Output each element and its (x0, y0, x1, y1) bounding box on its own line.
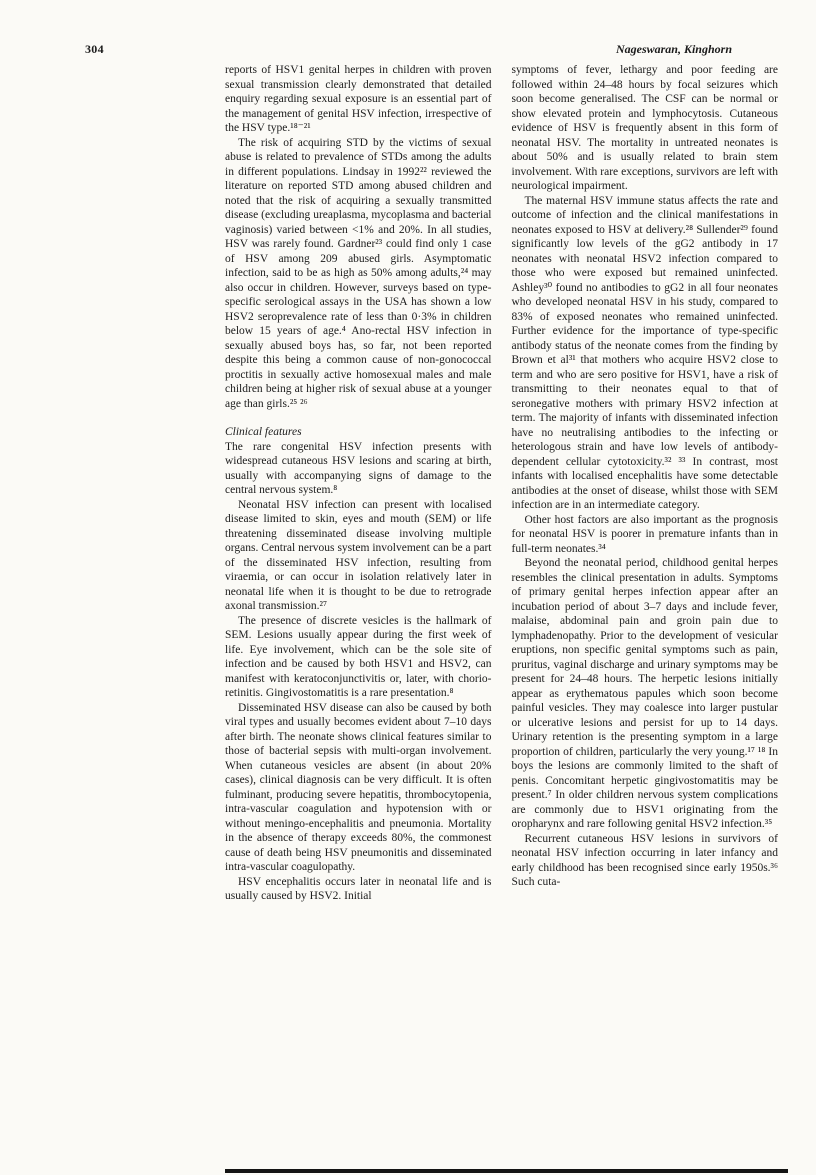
page-number: 304 (85, 42, 104, 56)
paragraph: Disseminated HSV disease can also be caused by both viral types and usually becomes evident about 7–10 days after birth. The neonate shows clinical features similar to those of bacterial sepsis with multi-organ involvement. When cutaneous vesicles are absent (in about 20% cases), clinical diagnosis can be very difficult. It is often fulminant, producing severe hepatitis, thrombocytopenia, intra-vascular coagulation and hypotension with or without meningo-encephalitis and pneumonia. Mortality in the absence of therapy exceeds 80%, the commonest cause of death being HSV pneumonitis and disseminated intra-vascular coagulopathy. (225, 701, 492, 873)
paragraph: The presence of discrete vesicles is the hallmark of SEM. Lesions usually appear during the first week of life. Eye involvement, which can be the sole site of infection and be caused by both HSV1 and HSV2, can manifest with keratoconjunctivitis or, later, with chorio-retinitis. Gingivostomatitis is a rare presentation.⁸ (225, 614, 492, 699)
paragraph: HSV encephalitis occurs later in neonatal life and is usually caused by HSV2. Initial (225, 875, 492, 902)
paragraph: reports of HSV1 genital herpes in children with proven sexual transmission clearly demonstrated that detailed enquiry regarding sexual exposure is an essential part of the management of genital HSV infection, irrespective of the HSV type.¹⁸⁻²¹ (225, 64, 492, 134)
page-header (85, 42, 778, 56)
paragraph: Recurrent cutaneous HSV lesions in survivors of neonatal HSV infection occurring in later infancy and early childhood has been recognised since early 1950s.³⁶ Such cuta- (511, 832, 778, 888)
article-body (225, 63, 778, 904)
section-heading: Clinical features (225, 426, 302, 438)
paragraph: The maternal HSV immune status affects the rate and outcome of infection and the clinical manifestations in neonates exposed to HSV at delivery.²⁸ Sullender²⁹ found significantly low levels of the gG2 antibody in 17 neonates with neonatal HSV2 infection compared to those who were exposed but remained uninfected. Ashley³⁰ found no antibodies to gG2 in all four neonates who developed neonatal HSV in his study, compared to 83% of exposed neonates who remained uninfected. Further evidence for the importance of type-specific antibody status of the neonate comes from the finding by Brown et al³¹ that mothers who acquire HSV2 close to term and who are sero positive for HSV1, have a risk of transmitting to their neonates equal to that of seronegative mothers with primary HSV2 infection at term. The majority of infants with disseminated infection have no neutralising antibodies to the infecting or heterologous strain and have low levels of antibody-dependent cellular cytotoxicity.³² ³³ In contrast, most infants with localised encephalitis have some detectable antibodies at the onset of disease, whilst those with SEM infection are in an intermediate category. (511, 194, 778, 511)
paragraph: Beyond the neonatal period, childhood genital herpes resembles the clinical presentation in adults. Symptoms of primary genital herpes infection appear after an incubation period of about 3–7 days and include fever, malaise, abdominal pain and groin pain due to lymphadenopathy. Prior to the development of vesicular eruptions, non specific genital symptoms such as pain, pruritus, vaginal discharge and urinary symptoms may be present for 24–48 hours. The herpetic lesions initially appear as erythematous papules which soon become painful vesicles. They may coalesce into larger pustular or ulcerative lesions and persist for up to 14 days. Urinary retention is the presenting symptom in a large proportion of children, particularly the very young.¹⁷ ¹⁸ In boys the lesions are commonly limited to the shaft of penis. Concomitant herpetic gingivostomatitis may be present.⁷ In older children nervous system complications are commonly due to HSV1 originating from the oropharynx and rare following genital HSV2 infection.³⁵ (511, 557, 778, 830)
paragraph: symptoms of fever, lethargy and poor feeding are followed within 24–48 hours by focal seizures which soon become generalised. The CSF can be normal or show elevated protein and lymphocytosis. Cutaneous evidence of HSV is frequently absent in this form of neonatal HSV. The mortality in untreated neonates is about 50% and is usually related to brain stem involvement. With rare exceptions, survivors are left with neurological impairment. (511, 64, 778, 192)
running-head: Nageswaran, Kinghorn (615, 42, 732, 56)
paragraph: Other host factors are also important as the prognosis for neonatal HSV is poorer in premature infants than in full-term neonates.³⁴ (511, 513, 778, 555)
bottom-rule (225, 1169, 788, 1173)
paragraph: The risk of acquiring STD by the victims of sexual abuse is related to prevalence of STDs among the adults in different populations. Lindsay in 1992²² reviewed the literature on reported STD among abused children and noted that the risk of acquiring a sexually transmitted disease (excluding ureaplasma, mycoplasma and bacterial vaginosis) varied between <1% and 20%. In all studies, HSV was rarely found. Gardner²³ could find only 1 case of HSV among 209 abused girls. Asymptomatic infection, said to be as high as 50% among adults,²⁴ may also occur in children. However, surveys based on type-specific serological assays in the USA has shown a low HSV2 seroprevalence rate of less than 0·3% in children below 15 years of age.⁴ Ano-rectal HSV infection in sexually abused boys has, so far, not been reported despite this being a common cause of non-gonococcal proctitis in sexually active homosexual males and male children being at higher risk of sexual abuse at a younger age than girls.²⁵ ²⁶ (225, 136, 492, 410)
paragraph: The rare congenital HSV infection presents with widespread cutaneous HSV lesions and scaring at birth, usually with accompanying signs of damage to the central nervous system.⁸ (225, 440, 492, 496)
paragraph: Neonatal HSV infection can present with localised disease limited to skin, eyes and mouth (SEM) or life threatening disseminated disease involving multiple organs. Central nervous system involvement can be a part of the disseminated HSV infection, resulting from viraemia, or can occur in isolation relatively later in neonatal life when it is thought to be due to retrograde axonal transmission.²⁷ (225, 498, 492, 612)
left-column (225, 63, 492, 904)
right-column (512, 63, 779, 904)
